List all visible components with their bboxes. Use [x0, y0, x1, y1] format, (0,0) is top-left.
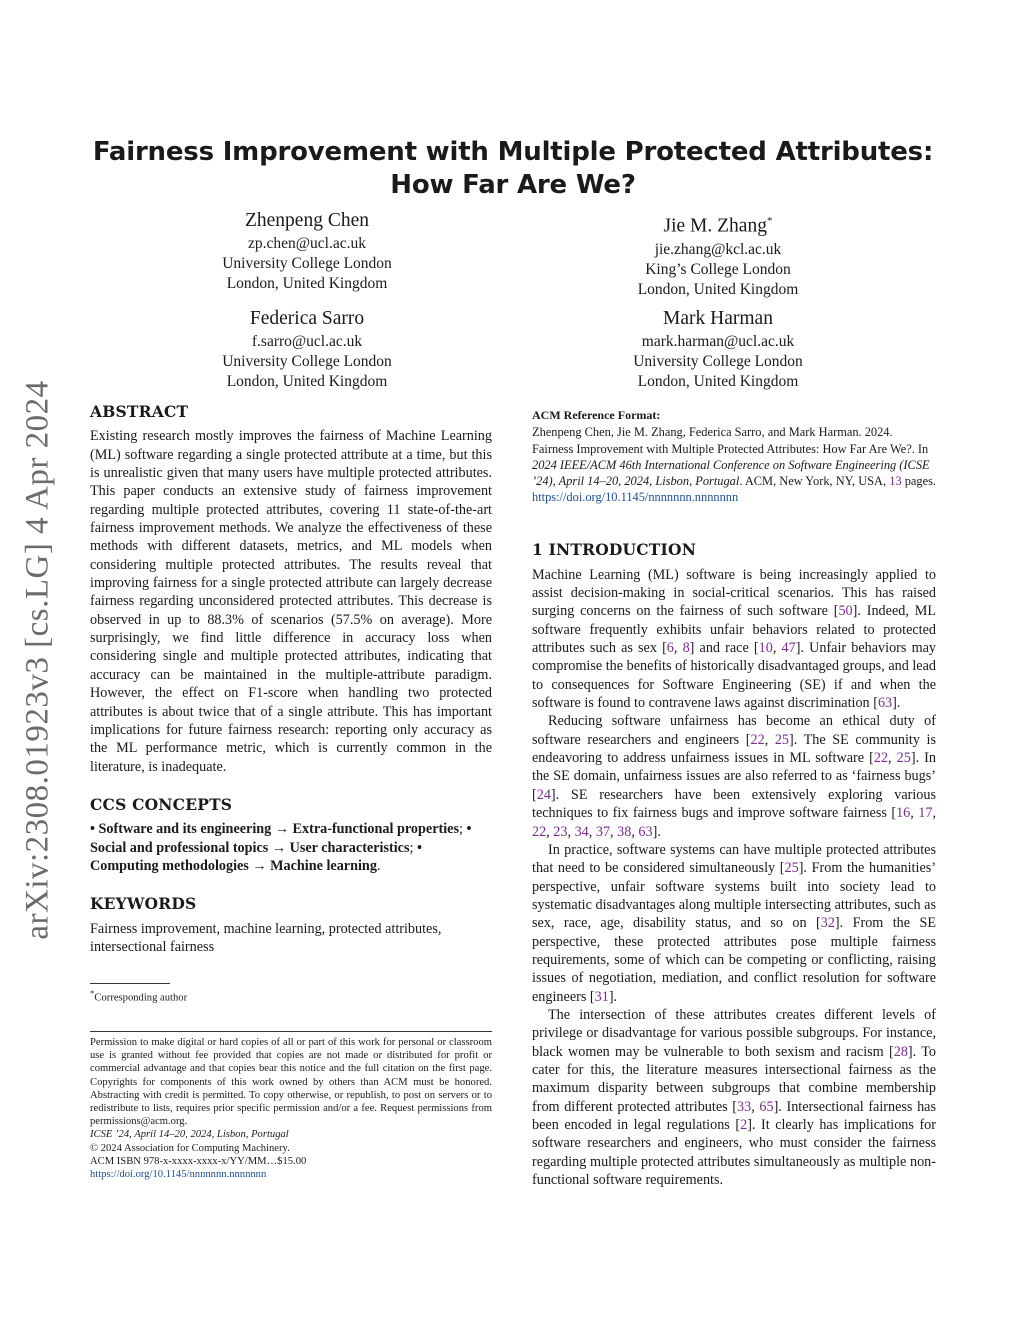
copyright-line: © 2024 Association for Computing Machinery. — [90, 1142, 290, 1154]
author-name-text: Jie M. Zhang — [663, 215, 767, 237]
footnote-text: Corresponding author — [94, 992, 188, 1004]
intro-paragraph-2 — [532, 712, 936, 840]
intro-paragraph-4 — [532, 1006, 936, 1189]
text-run: ]. The SE community is endeavoring to address unfairness issues in ML software [ — [532, 731, 937, 767]
text-run: ]. It clearly has implications for software researchers and engineers, who must consider the fairness regarding multiple protected attributes simultaneously as multiple non-functional software requirements. — [532, 1117, 936, 1189]
citation-link[interactable]: 63 — [877, 695, 893, 712]
citation-link[interactable]: 50 — [838, 603, 853, 620]
author-block-1 — [137, 208, 477, 294]
ccs-sep: ; — [458, 821, 467, 838]
ccs-term: User characteristics — [289, 839, 410, 856]
acm-ref-authors: Zhenpeng Chen, Jie M. Zhang, Federica Sarro, and Mark Harman. 2024. Fairness Improvement with Multiple Protected Attributes: How Far Are We?. In — [532, 425, 929, 456]
author-location: London, United Kingdom — [226, 275, 388, 292]
ccs-heading: CCS CONCEPTS — [90, 794, 233, 814]
author-email: f.sarro@ucl.ac.uk — [251, 333, 363, 350]
footnote: *Corresponding author — [90, 988, 188, 1004]
citation-link[interactable]: 25 — [784, 860, 799, 877]
ccs-term: • Social and professional topics — [90, 821, 472, 856]
text-run: , — [546, 823, 554, 840]
permission-block — [90, 1036, 492, 1181]
author-name: Federica Sarro — [249, 308, 365, 329]
text-run: ]. — [652, 823, 661, 840]
ccs-concepts — [90, 820, 492, 875]
ccs-term: Extra-functional properties — [292, 821, 459, 838]
text-run: Machine Learning (ML) software is being increasingly applied to assist decision-making in social-critical scenarios. This has raised surging concerns on the fairness of such software [ — [532, 566, 936, 620]
text-run: , — [910, 805, 919, 822]
abstract-text: Existing research mostly improves the fairness of Machine Learning (ML) software regarding a single protected attribute at a time, but this is unrealistic given that many users have multiple protected attributes. This paper conducts an extensive study of fairness improvement regarding multiple protected attributes, covering 11 state-of-the-art fairness improvement methods. We analyze the effectiveness of these methods with different datasets, metrics, and ML models when considering multiple protected attributes. The results reveal that improving fairness for a single protected attribute can largely decrease fairness regarding unconsidered protected attributes. This decrease is observed in up to 88.3% of scenarios (57.5% on average). More surprisingly, we find little difference in accuracy loss when considering single and multiple protected attributes, indicating that accuracy can be maintained in the multiple-attribute paradigm. However, the effect on F1-score when handling two protected attributes is about twice that of a single attribute. This has important implications for future fairness research: reporting only accuracy as the ML performance metric, which is currently common in the literature, is inadequate. — [90, 428, 492, 775]
text-run: Reducing software unfairness has become an ethical duty of software researchers and engineers [ — [532, 713, 936, 748]
citation-link[interactable]: 25 — [774, 731, 789, 748]
intro-heading: 1 INTRODUCTION — [532, 540, 697, 560]
citation-link[interactable]: 22 — [532, 823, 547, 840]
text-run: , — [764, 731, 775, 748]
arxiv-identifier — [18, 380, 58, 940]
arrow-icon: → — [271, 839, 287, 856]
acm-ref-doi-link[interactable]: https://doi.org/10.1145/nnnnnnn.nnnnnnn — [532, 490, 739, 505]
acm-ref-pub: . ACM, New York, NY, USA, — [739, 473, 890, 488]
author-email: zp.chen@ucl.ac.uk — [248, 235, 366, 252]
ccs-sep: ; — [409, 839, 417, 856]
text-run: ]. SE researchers have been extensively exploring various techniques to fix fairness bugs and improve software fairness [ — [532, 786, 936, 822]
text-run: ]. — [892, 695, 901, 712]
text-run: ]. From the humanities’ perspective, unfair software systems built into society lead to systematic disadvantages along multiple intersecting attributes, such as sex, race, age, disability status, and so on [ — [532, 860, 936, 932]
author-location: London, United Kingdom — [637, 373, 799, 390]
arrow-icon: → — [274, 821, 289, 838]
author-name: Mark Harman — [663, 308, 773, 329]
intro-paragraph-3 — [532, 841, 936, 1006]
arxiv-id-text: arXiv:2308.01923v3 [cs.LG] 4 Apr 2024 — [19, 380, 56, 940]
author-location: London, United Kingdom — [226, 373, 388, 390]
author-name — [548, 208, 888, 240]
left-column — [90, 403, 492, 956]
ccs-term: Machine learning — [270, 857, 377, 874]
text-run: , — [567, 823, 575, 840]
text-run: , — [932, 805, 936, 822]
citation-link[interactable]: 22 — [873, 750, 889, 767]
author-affiliation: University College London — [222, 353, 392, 370]
text-run: , — [610, 823, 618, 840]
acm-ref-body — [532, 424, 936, 505]
acm-ref-venue: 2024 IEEE/ACM 46th International Conference on Software Engineering (ICSE ’24), April 14–20, 2024, Lisbon, Portugal — [532, 457, 930, 488]
author-affiliation: King’s College London — [645, 260, 791, 278]
acm-ref-heading: ACM Reference Format: — [532, 408, 661, 422]
citation-link[interactable]: 28 — [893, 1043, 908, 1060]
author-location: London, United Kingdom — [637, 280, 799, 298]
citation-link[interactable]: 22 — [750, 731, 765, 748]
author-block-4 — [548, 306, 888, 392]
citation-link[interactable]: 16 — [896, 805, 911, 822]
conference-line: ICSE ’24, April 14–20, 2024, Lisbon, Portugal — [90, 1129, 289, 1141]
text-run: ]. Unfair behaviors may compromise the benefits of historically disadvantaged groups, and lead to consequences for Software Engineering (SE) if and when the software is found to contravene laws against discrimination [ — [532, 640, 936, 712]
permission-text: Permission to make digital or hard copies of all or part of this work for personal or classroom use is granted without fee provided that copies are not made or distributed for profit or commercial advantage and that copies bear this notice and the full citation on the first page. Copyrights for components of this work owned by others than ACM must be honored. Abstracting with credit is permitted. To copy otherwise, or republish, to post on servers or to redistribute to lists, requires prior specific permission and/or a fee. Request permissions from permissions@acm.org. — [90, 1037, 492, 1128]
citation-link[interactable]: 31 — [594, 988, 609, 1005]
title-line-1: Fairness Improvement with Multiple Protected Attributes: — [92, 137, 934, 167]
footnote-rule — [90, 983, 170, 984]
acm-ref-pages-link[interactable]: 13 — [889, 473, 902, 488]
text-run: , — [751, 1098, 760, 1115]
text-run: ]. In the SE domain, unfairness issues are also referred to as ‘fairness bugs’ [ — [532, 750, 937, 803]
text-run: , — [673, 640, 683, 657]
citation-link[interactable]: 65 — [759, 1098, 774, 1115]
citation-link[interactable]: 25 — [896, 750, 911, 767]
author-block-3 — [137, 306, 477, 392]
author-affiliation: University College London — [222, 255, 392, 272]
ccs-term: • Software and its engineering — [90, 821, 272, 838]
text-run: ]. Intersectional fairness has been encoded in legal regulations [ — [532, 1098, 936, 1134]
right-column — [532, 406, 936, 1189]
text-run: ]. Indeed, ML software frequently exhibits unfair behaviors related to protected attributes such as sex [ — [532, 603, 936, 657]
author-name: Zhenpeng Chen — [244, 210, 369, 231]
citation-link[interactable]: 34 — [574, 823, 589, 840]
citation-link[interactable]: 63 — [638, 823, 653, 840]
author-email: mark.harman@ucl.ac.uk — [641, 333, 795, 350]
citation-link[interactable]: 24 — [536, 786, 551, 803]
text-run: ]. To cater for this, the literature measures intersectional fairness as the maximum disparity between subgroups that combine membership from different protected attributes [ — [532, 1043, 936, 1115]
citation-link[interactable]: 32 — [820, 915, 835, 932]
keywords-text: Fairness improvement, machine learning, protected attributes, intersectional fairness — [90, 920, 442, 955]
citation-link[interactable]: 17 — [918, 805, 933, 822]
text-run: ]. — [608, 988, 618, 1005]
text-run: , — [888, 750, 897, 767]
permission-rule — [90, 1031, 492, 1032]
author-block-2 — [548, 208, 888, 300]
corresponding-mark: * — [766, 215, 773, 227]
intro-paragraph-1 — [532, 566, 936, 713]
paper-title — [90, 136, 936, 202]
abstract-heading: ABSTRACT — [90, 402, 189, 421]
citation-link[interactable]: 23 — [553, 823, 568, 840]
citation-link[interactable]: 8 — [682, 640, 690, 657]
citation-link[interactable]: 33 — [737, 1098, 752, 1115]
citation-link[interactable]: 47 — [781, 640, 796, 657]
ccs-end: . — [376, 857, 381, 874]
arrow-icon: → — [252, 857, 267, 874]
citation-link[interactable]: 10 — [758, 640, 773, 657]
text-run: In practice, software systems can have multiple protected attributes that need to be considered simultaneously [ — [532, 841, 936, 877]
acm-ref-pages: pages. — [901, 473, 937, 488]
author-affiliation: University College London — [633, 353, 803, 370]
text-run: ]. From the SE perspective, these protected attributes pose multiple fairness requirements, some of which can be competing or conflicting, raising issues of negotiation, mediation, and conflict resolution for software engineers [ — [532, 915, 937, 1005]
citation-link[interactable]: 2 — [740, 1117, 748, 1134]
citation-link[interactable]: 37 — [595, 823, 611, 840]
title-line-2: How Far Are We? — [390, 170, 636, 200]
doi-link[interactable]: https://doi.org/10.1145/nnnnnnn.nnnnnnn — [90, 1169, 267, 1181]
author-email: jie.zhang@kcl.ac.uk — [654, 240, 782, 258]
text-run: ] and race [ — [689, 640, 759, 657]
text-run: , — [772, 640, 782, 657]
isbn-line: ACM ISBN 978-x-xxxx-xxxx-x/YY/MM…$15.00 — [90, 1155, 307, 1167]
citation-link[interactable]: 6 — [666, 640, 674, 657]
text-run: , — [588, 823, 596, 840]
text-run: The intersection of these attributes creates different levels of privilege or disadvantage for various possible subgroups. For instance, black women may be vulnerable to both sexism and racism [ — [532, 1006, 936, 1060]
text-run: , — [631, 823, 639, 840]
keywords-heading: KEYWORDS — [90, 894, 197, 914]
citation-link[interactable]: 38 — [617, 823, 632, 840]
ccs-term: • Computing methodologies — [90, 839, 422, 874]
